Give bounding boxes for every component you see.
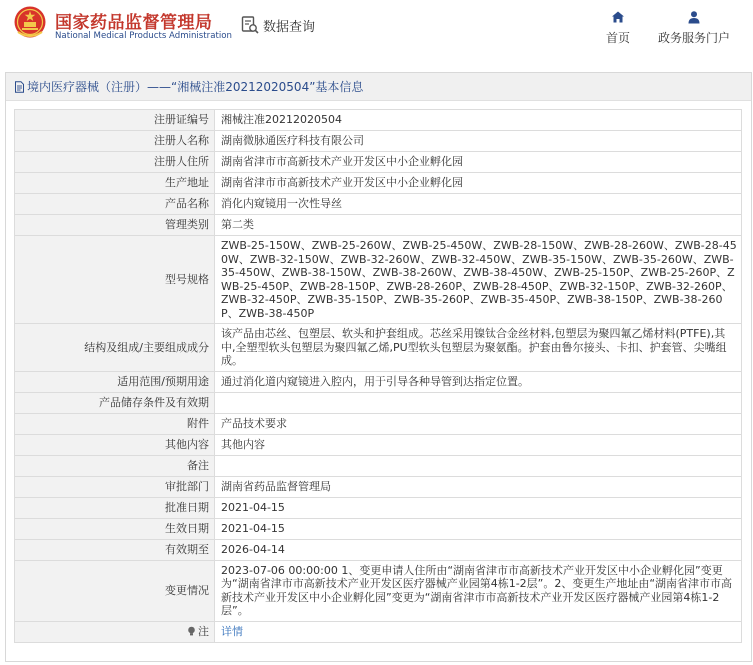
row-label: 注册人名称 bbox=[15, 131, 215, 152]
row-label: 型号规格 bbox=[15, 236, 215, 324]
note-row bbox=[15, 621, 742, 642]
detail-card bbox=[5, 72, 752, 662]
row-label: 审批部门 bbox=[15, 476, 215, 497]
table-row bbox=[15, 560, 742, 621]
table-row bbox=[15, 324, 742, 372]
table-row bbox=[15, 110, 742, 131]
nav-home[interactable] bbox=[603, 10, 633, 46]
note-value-cell bbox=[215, 621, 742, 642]
row-value: 消化内窥镜用一次性导丝 bbox=[215, 194, 742, 215]
data-search-icon bbox=[240, 15, 260, 35]
detail-link[interactable]: 详情 bbox=[221, 624, 243, 638]
row-label: 管理类别 bbox=[15, 215, 215, 236]
row-label: 生效日期 bbox=[15, 518, 215, 539]
data-query-label: 数据查询 bbox=[263, 19, 316, 35]
row-value: 湖南省药品监督管理局 bbox=[215, 476, 742, 497]
row-label: 其他内容 bbox=[15, 434, 215, 455]
table-row bbox=[15, 476, 742, 497]
row-value: 湘械注准20212020504 bbox=[215, 110, 742, 131]
note-label-cell bbox=[15, 621, 215, 642]
row-value: 2021-04-15 bbox=[215, 497, 742, 518]
row-value: 湖南省津市市高新技术产业开发区中小企业孵化园 bbox=[215, 152, 742, 173]
table-row bbox=[15, 413, 742, 434]
table-row bbox=[15, 497, 742, 518]
site-header bbox=[0, 0, 753, 62]
row-value bbox=[215, 392, 742, 413]
row-value: 产品技术要求 bbox=[215, 413, 742, 434]
table-row bbox=[15, 392, 742, 413]
card-title-bar bbox=[6, 73, 751, 101]
row-label: 生产地址 bbox=[15, 173, 215, 194]
table-row bbox=[15, 194, 742, 215]
brand-name-cn: 国家药品监督管理局 bbox=[55, 13, 213, 33]
table-row bbox=[15, 371, 742, 392]
table-row bbox=[15, 518, 742, 539]
nav-home-label: 首页 bbox=[605, 31, 630, 45]
user-icon bbox=[687, 10, 701, 24]
row-label: 结构及组成/主要组成成分 bbox=[15, 324, 215, 372]
table-row bbox=[15, 539, 742, 560]
nav-service-portal[interactable] bbox=[654, 10, 734, 46]
row-value: 其他内容 bbox=[215, 434, 742, 455]
page-title: 境内医疗器械（注册）——“湘械注准20212020504”基本信息 bbox=[27, 80, 364, 94]
note-label: 注 bbox=[198, 624, 209, 638]
table-row bbox=[15, 215, 742, 236]
home-icon bbox=[611, 10, 625, 24]
row-label: 适用范围/预期用途 bbox=[15, 371, 215, 392]
row-label: 附件 bbox=[15, 413, 215, 434]
table-row bbox=[15, 152, 742, 173]
row-label: 批准日期 bbox=[15, 497, 215, 518]
national-emblem-icon bbox=[13, 5, 47, 41]
row-label: 有效期至 bbox=[15, 539, 215, 560]
row-label: 产品储存条件及有效期 bbox=[15, 392, 215, 413]
row-value: 2026-04-14 bbox=[215, 539, 742, 560]
nav-service-portal-label: 政务服务门户 bbox=[657, 31, 730, 45]
lightbulb-icon bbox=[187, 626, 196, 637]
row-value bbox=[215, 455, 742, 476]
row-label: 备注 bbox=[15, 455, 215, 476]
table-row bbox=[15, 236, 742, 324]
row-label: 变更情况 bbox=[15, 560, 215, 621]
brand-name-en: National Medical Products Administration bbox=[55, 31, 232, 41]
table-row bbox=[15, 434, 742, 455]
document-icon bbox=[14, 81, 25, 93]
row-label: 产品名称 bbox=[15, 194, 215, 215]
table-row bbox=[15, 173, 742, 194]
row-value: 2021-04-15 bbox=[215, 518, 742, 539]
info-table bbox=[14, 109, 742, 643]
row-label: 注册证编号 bbox=[15, 110, 215, 131]
data-query-link[interactable] bbox=[240, 15, 315, 35]
row-value: 湖南微脉通医疗科技有限公司 bbox=[215, 131, 742, 152]
row-value: ZWB-25-150W、ZWB-25-260W、ZWB-25-450W、ZWB-28-150W、ZWB-28-260W、ZWB-28-450W、ZWB-32-150W、ZWB-32-260W、ZWB-32-450W、ZWB-35-150W、ZWB-35-260W、ZWB-35-450W、ZWB-38-150W、ZWB-38-260W、ZWB-38-450W、ZWB-25-150P、ZWB-25-260P、ZWB-25-450P、ZWB-28-150P、ZWB-28-260P、ZWB-28-450P、ZWB-32-150P、ZWB-32-260P、ZWB-32-450P、ZWB-35-150P、ZWB-35-260P、ZWB-35-450P、ZWB-38-150P、ZWB-38-260P、ZWB-38-450P bbox=[215, 236, 742, 324]
table-row bbox=[15, 131, 742, 152]
row-label: 注册人住所 bbox=[15, 152, 215, 173]
row-value: 2023-07-06 00:00:00 1、变更申请人住所由“湖南省津市市高新技术产业开发区中小企业孵化园”变更为“湖南省津市市高新技术产业开发区医疗器械产业园第4栋1-2层”。2、变更生产地址由“湖南省津市市高新技术产业开发区中小企业孵化园”变更为“湖南省津市市高新技术产业开发区医疗器械产业园第4栋1-2层”。 bbox=[215, 560, 742, 621]
row-value: 通过消化道内窥镜进入腔内，用于引导各种导管到达指定位置。 bbox=[215, 371, 742, 392]
row-value: 第二类 bbox=[215, 215, 742, 236]
table-row bbox=[15, 455, 742, 476]
row-value: 湖南省津市市高新技术产业开发区中小企业孵化园 bbox=[215, 173, 742, 194]
row-value: 该产品由芯丝、包塑层、软头和护套组成。芯丝采用镍钛合金丝材料,包塑层为聚四氟乙烯材料(PTFE),其中,全塑型软头包塑层为聚四氟乙烯,PU型软头包塑层为聚氨酯。护套由鲁尔接头、卡扣、护套管、尖嘴组成。 bbox=[215, 324, 742, 372]
